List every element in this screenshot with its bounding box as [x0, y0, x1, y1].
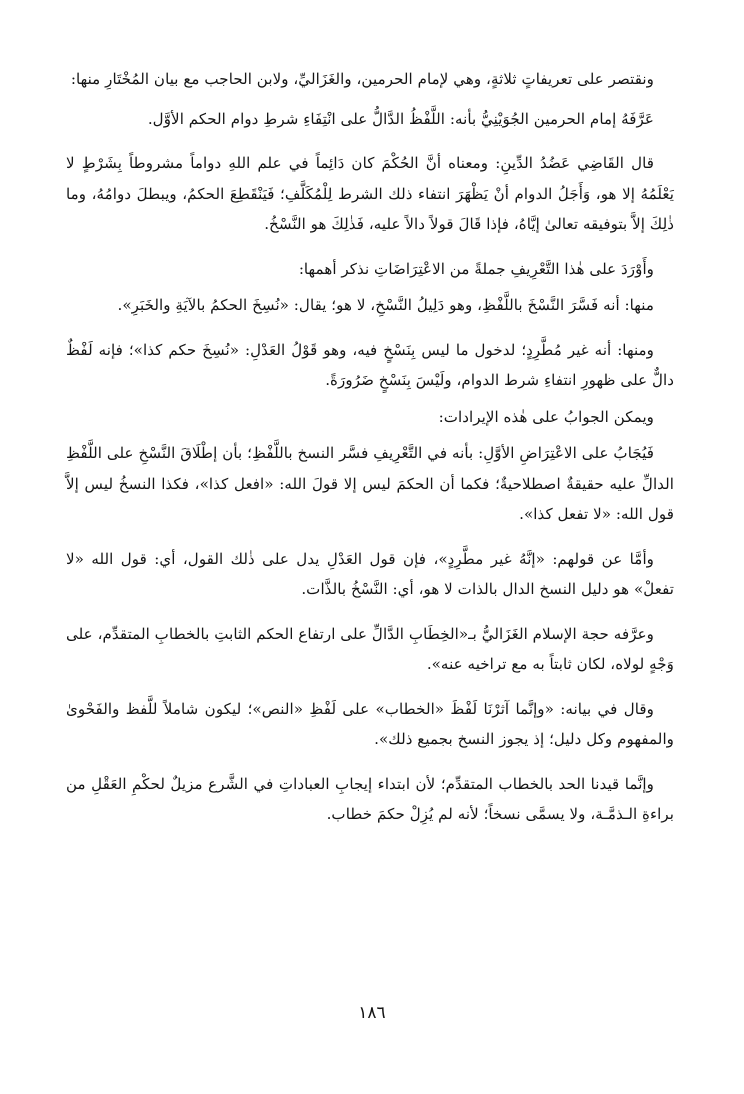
paragraph-objection-two: ومنها: أنه غير مُطَّرِدٍ؛ لدخول ما ليس بِنَسْخٍ فيه، وهو قَوْلُ العَدْلِ: «نُسِخَ حكم كذا»؛ فإنه لَفْظٌ دالٌّ على ظهورِ انتفاءِ شرط الدوام، ولَيْسَ بِنَسْخٍ ضَرُورَةً.: [66, 340, 674, 389]
paragraph-objections-intro: وأَوْرَدَ على هٰذا التَّعْرِيفِ جملةً من الاعْتِرَاضَاتِ نذكر أهمها:: [298, 259, 654, 278]
paragraph-restriction: وإنَّما قيدنا الحد بالخطاب المتقدِّم؛ لأن ابتداء إيجابِ العباداتِ في الشَّرع مزيلٌ لحكْمِ العَقْلِ من براءةِ الـذمَّـة، ولا يسمَّى نسخاً؛ لأنه لم يُزِلْ حكمَ خطاب.: [66, 774, 674, 823]
paragraph-intro: ونقتصر على تعريفاتٍ ثلاثةٍ، وهي لإمام الحرمين، والغَزَاليِّ، ولابن الحاجب مع بيان المُخْتَارِ منها:: [70, 70, 654, 88]
paragraph-answer-one: فَيُجَابُ على الاعْتِرَاضِ الأوَّلِ: بأنه في التَّعْرِيفِ فسَّر النسخ باللَّفْظِ؛ بأن إطْلَاقَ النَّسْخِ على اللَّفْظِ الدالِّ عليه حقيقةٌ اصطلاحيةٌ؛ فكما أن الحكمَ ليس إلا قولَ الله: «افعل كذا»، فكذا النسخُ ليس إلاَّ قول الله: «لا تفعل كذا».: [66, 444, 674, 523]
paragraph-ghazali-definition: وعرَّفه حجة الإسلام الغَزَاليُّ بـ«الخِطَابِ الدَّالِّ على ارتفاع الحكم الثابتِ بالخطابِ المتقدِّم، على وَجْهٍ لولاه، لكان ثابتاً به مع تراخيه عنه».: [66, 624, 674, 673]
paragraph-ghazali-explanation: وقال في بيانه: «وإنَّما آثرْنَا لَفْظَ «الخطاب» على لَفْظِ «النص»؛ ليكون شاملاً للَّفظ والفَحْوىٰ والمفهوم وكل دليل؛ إذ يجوز النسخ بجميع ذلك».: [66, 699, 674, 748]
paragraph-adud-explanation: قال القَاضِي عَضُدُ الدِّينِ: ومعناه أنَّ الحُكْمَ كان دَائِماً في علم اللهِ دواماً مشروطاً بِشَرْطٍ لا يَعْلَمُهُ إلا هو، وَأَجَلُ الدوام أنْ يَظْهَرَ انتفاء ذلك الشرط لِلْمُكَلَّفِ؛ فَيَنْقَطِعَ الحكمُ، ويبطلَ دوامُهُ، وما ذٰلِكَ إلاَّ بتوفيقه تعالىٰ إيَّاهُ، فإذا قَالَ قولاً دالاً عليه، فَذٰلِكَ هو النَّسْخُ.: [66, 154, 674, 233]
paragraph-answer-two: وأمَّا عن قولهم: «إنَّهُ غير مطَّرِدٍ»، فإن قول العَدْلِ يدل على ذٰلك القول، أي: قول الله «لا تفعلْ» هو دليل النسخ الدال بالذات لا هو، أي: النَّسْخُ بالذَّات.: [66, 549, 674, 598]
paragraph-juwayni-definition: عَرَّفَهُ إمام الحرمين الجُوَيْنِيُّ بأنه: اللَّفْظُ الدَّالُّ على انْتِفَاءِ شرطِ دوام الحكم الأوَّل.: [147, 109, 654, 128]
page-number: ١٨٦: [358, 1003, 386, 1023]
paragraph-objection-one: منها: أنه فَسَّرَ النَّسْخَ باللَّفْظِ، وهو دَلِيلُ النَّسْخِ، لا هو؛ يقال: «نُسِخَ الحكمُ بالآيَةِ والخَبَرِ».: [117, 296, 654, 314]
paragraph-answers-intro: ويمكن الجوابُ على هٰذه الإيرادات:: [438, 407, 654, 426]
page-body: [66, 64, 674, 844]
